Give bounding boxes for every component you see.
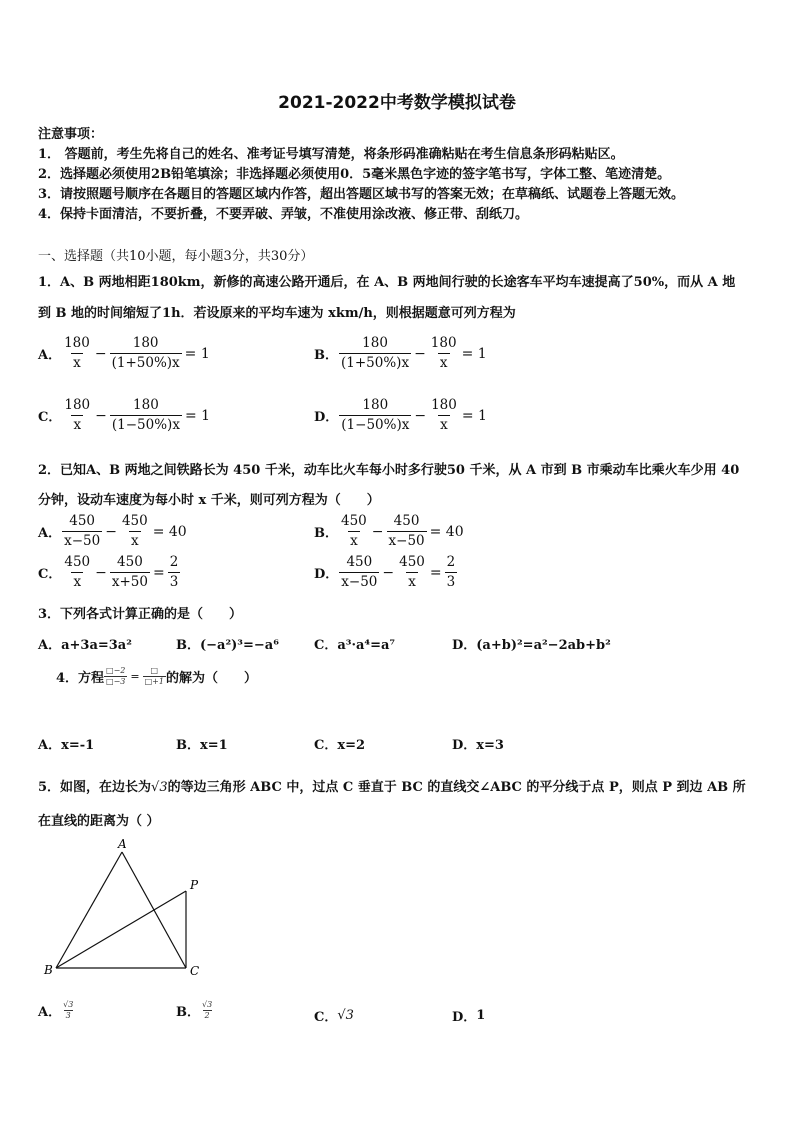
denominator: x (439, 355, 448, 371)
denominator: x+50 (111, 574, 148, 590)
fraction (143, 666, 166, 687)
denominator: (1+50%)x (111, 355, 180, 371)
q4-option-d[interactable]: D．x=3 (452, 738, 504, 753)
edge-ab (56, 852, 122, 968)
option-label: A． (38, 1005, 62, 1020)
fraction (445, 555, 458, 590)
option-value: √3 (337, 1008, 354, 1023)
minus-sign: − (95, 407, 107, 424)
option-label: D． (314, 567, 339, 582)
option-label: C． (314, 1010, 338, 1025)
minus-sign: − (371, 523, 384, 540)
q1-option-d[interactable] (314, 398, 489, 433)
q3-option-c[interactable]: C．a³·a⁴=a⁷ (314, 638, 396, 653)
q4-suffix: 的解为（ ） (165, 671, 257, 686)
denominator: x−50 (341, 574, 378, 590)
numerator: 450 (121, 513, 148, 529)
numerator: 180 (64, 335, 90, 351)
denominator: x (440, 417, 448, 433)
option-value: 1 (476, 1008, 486, 1023)
numerator: 180 (362, 397, 389, 413)
fraction (62, 336, 92, 371)
q3-option-b[interactable]: B．(−a²)³=−a⁶ (176, 638, 279, 653)
bisector-bp (56, 891, 186, 968)
fraction (120, 514, 150, 549)
q5-text-b: 的等边三角形 ABC 中，过点 C 垂直于 BC 的直线交∠ABC 的平分线于点 P，则点 P 到边 AB 所 (167, 780, 746, 795)
minus-sign: − (414, 407, 427, 424)
q3-option-a[interactable]: A．a+3a=3a² (38, 638, 132, 653)
fraction (110, 555, 150, 590)
vertex-label-a: A (118, 837, 127, 851)
q5-option-b[interactable] (176, 1000, 214, 1021)
fraction (200, 1000, 214, 1021)
option-label: B． (314, 348, 338, 363)
option-label: D． (314, 410, 339, 425)
denominator: x (350, 533, 358, 549)
q4-stem (56, 666, 257, 687)
fraction (339, 336, 411, 371)
numerator: 450 (117, 554, 143, 570)
denominator: 3 (65, 1011, 71, 1020)
q5-option-d[interactable] (452, 1006, 485, 1025)
q2-option-c[interactable] (38, 555, 181, 590)
denominator: x (73, 355, 81, 371)
fraction (61, 1000, 75, 1021)
option-label: D． (452, 1010, 477, 1025)
denominator: x (131, 533, 139, 549)
rhs: = 1 (184, 407, 211, 424)
numerator: 450 (341, 513, 367, 529)
denominator: (1−50%)x (111, 417, 180, 433)
minus-sign: − (382, 564, 395, 581)
numerator: 450 (399, 554, 425, 570)
q4-option-c[interactable]: C．x=2 (314, 738, 366, 753)
minus-sign: − (94, 345, 107, 362)
sqrt-3: √3 (151, 780, 168, 795)
fraction (429, 336, 459, 371)
numerator: 450 (393, 513, 420, 529)
section-heading: 一、选择题（共10小题，每小题3分，共30分） (38, 249, 314, 264)
vertex-label-b: B (44, 963, 53, 977)
denominator: (1+50%)x (341, 355, 410, 371)
fraction (62, 514, 102, 549)
notice-heading: 注意事项： (38, 127, 104, 142)
numerator: 180 (362, 335, 388, 351)
q5-option-a[interactable] (38, 1000, 75, 1021)
rhs: = 40 (152, 523, 187, 540)
q5-stem-line2: 在直线的距离为（ ） (38, 814, 160, 829)
fraction (110, 336, 182, 371)
notice-item-1: 1． 答题前，考生先将自己的姓名、准考证号填写清楚，将条形码准确粘贴在考生信息条形码粘贴区。 (38, 147, 624, 162)
triangle-figure (36, 836, 216, 981)
q4-prefix: 4．方程 (56, 671, 105, 686)
fraction (104, 666, 127, 687)
minus-sign: − (414, 345, 426, 362)
notice-item-3: 3．请按照题号顺序在各题目的答题区域内作答，超出答题区域书写的答案无效；在草稿纸、试题卷上答题无效。 (38, 187, 685, 202)
equals-sign: = (429, 564, 442, 581)
denominator: (1−50%)x (341, 417, 410, 433)
q2-stem-line1: 2．已知A、B 两地之间铁路长为 450 千米，动车比火车每小时多行驶50 千米，从 A 市到 B 市乘动车比乘火车少用 40 (38, 463, 740, 478)
q4-option-b[interactable]: B．x=1 (176, 738, 228, 753)
numerator: √3 (63, 1000, 74, 1009)
fraction (339, 555, 379, 590)
denominator: x (73, 574, 82, 590)
q3-stem: 3．下列各式计算正确的是（ ） (38, 607, 243, 622)
equals-sign: = (152, 564, 165, 581)
numerator: 180 (430, 335, 457, 351)
minus-sign: − (95, 564, 107, 581)
vertex-label-c: C (190, 964, 200, 978)
denominator: x−50 (388, 533, 425, 549)
fraction (429, 398, 459, 433)
q2-option-b[interactable] (314, 514, 466, 549)
q2-option-d[interactable] (314, 555, 458, 590)
notice-item-4: 4．保持卡面清洁，不要折叠，不要弄破、弄皱，不准使用涂改液、修正带、刮纸刀。 (38, 207, 529, 222)
q1-stem-line2: 到 B 地的时间缩短了1h．若设原来的平均车速为 xkm/h，则根据题意可列方程为 (38, 306, 516, 321)
rhs: = 1 (184, 345, 210, 362)
numerator: 450 (346, 554, 373, 570)
denominator: 3 (169, 574, 179, 590)
numerator: 180 (64, 397, 91, 413)
equals-sign: = (130, 670, 140, 683)
point-label-p: P (190, 878, 199, 892)
numerator: 2 (446, 554, 456, 570)
fraction (62, 398, 92, 433)
numerator: 2 (169, 554, 179, 570)
q5-option-c[interactable] (314, 1006, 354, 1025)
fraction (168, 555, 181, 590)
fraction (110, 398, 182, 433)
numerator: √3 (202, 1000, 213, 1009)
numerator: 180 (132, 335, 159, 351)
option-label: B． (176, 1005, 200, 1020)
denominator: □+1 (144, 677, 164, 686)
q1-option-b[interactable] (314, 336, 489, 371)
option-label: C． (38, 567, 62, 582)
fraction (387, 514, 427, 549)
numerator: 180 (431, 397, 457, 413)
q2-option-a[interactable] (38, 514, 189, 549)
fraction (397, 555, 427, 590)
numerator: 450 (69, 513, 96, 529)
fraction (339, 514, 369, 549)
q3-option-d[interactable]: D．(a+b)²=a²−2ab+b² (452, 638, 611, 653)
q5-stem-line1 (38, 776, 746, 795)
minus-sign: − (105, 523, 117, 540)
option-label: A． (38, 526, 62, 541)
option-label: C． (38, 410, 62, 425)
denominator: 2 (204, 1011, 210, 1020)
denominator: x (408, 574, 416, 590)
denominator: 3 (446, 574, 456, 590)
option-label: B． (314, 526, 338, 541)
rhs: = 1 (461, 407, 487, 424)
denominator: x (73, 417, 82, 433)
q5-text-a: 5．如图，在边长为 (38, 780, 152, 795)
q1-option-a[interactable] (38, 336, 212, 371)
q4-option-a[interactable]: A．x=-1 (38, 738, 95, 753)
rhs: = 40 (429, 523, 464, 540)
numerator: 180 (133, 397, 159, 413)
option-label: A． (38, 348, 62, 363)
rhs: = 1 (461, 345, 487, 362)
denominator: x−50 (64, 533, 101, 549)
q1-option-c[interactable] (38, 398, 212, 433)
numerator: □−2 (106, 666, 126, 675)
q1-stem-line1: 1．A、B 两地相距180km，新修的高速公路开通后，在 A、B 两地间行驶的长途客车平均车速提高了50%，而从 A 地 (38, 275, 736, 290)
q2-stem-line2: 分钟，设动车速度为每小时 x 千米，则可列方程为（ ） (38, 493, 380, 508)
notice-item-2: 2．选择题必须使用2B铅笔填涂；非选择题必须使用0．5毫米黑色字迹的签字笔书写，字体工整、笔迹清楚。 (38, 167, 671, 182)
numerator: 450 (64, 554, 91, 570)
denominator: □−3 (106, 677, 126, 686)
numerator: □ (150, 666, 159, 675)
fraction (62, 555, 92, 590)
fraction (339, 398, 411, 433)
page-title: 2021-2022中考数学模拟试卷 (278, 93, 516, 113)
